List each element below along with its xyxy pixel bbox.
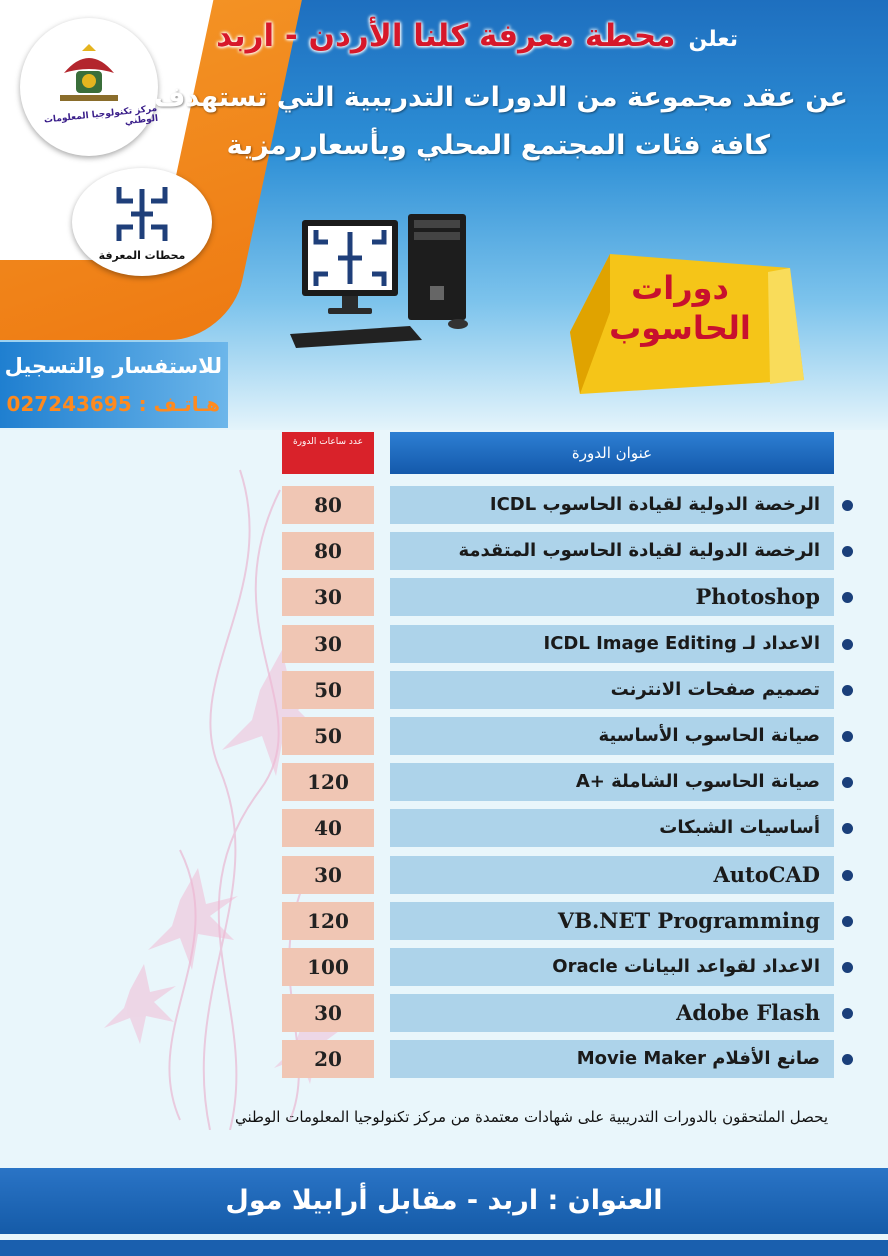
course-title-cell: VB.NET Programming xyxy=(390,902,834,940)
page-title xyxy=(216,18,738,54)
course-hours-cell: 20 xyxy=(282,1040,374,1078)
contact-box xyxy=(0,342,228,428)
bullet-icon xyxy=(842,916,853,927)
course-title-cell: تصميم صفحات الانترنت xyxy=(390,671,834,709)
subtitle-line-1: عن عقد مجموعة من الدورات التدريبية التي تستهدف xyxy=(153,82,848,113)
course-hours-cell: 30 xyxy=(282,625,374,663)
course-hours-cell: 120 xyxy=(282,902,374,940)
course-title-cell: صيانة الحاسوب الأساسية xyxy=(390,717,834,755)
course-title-cell: Photoshop xyxy=(390,578,834,616)
announce-prefix: تعلن xyxy=(688,27,738,52)
course-hours-cell: 30 xyxy=(282,856,374,894)
banner-line-2: الحاسوب xyxy=(609,309,751,347)
course-hours-cell: 50 xyxy=(282,671,374,709)
subtitle-line-2: كافة فئات المجتمع المحلي وبأسعاررمزية xyxy=(226,130,770,161)
station-name: محطة معرفة كلنا الأردن - اربد xyxy=(216,18,676,54)
logo-caption-2: محطات المعرفة xyxy=(98,248,186,262)
bullet-icon xyxy=(842,639,853,650)
course-title-cell: صانع الأفلام Movie Maker xyxy=(390,1040,834,1078)
banner-line-1: دورات xyxy=(631,269,729,307)
course-hours-cell: 30 xyxy=(282,994,374,1032)
computer-illustration xyxy=(290,212,490,348)
hours-column-header: عدد ساعات الدورة xyxy=(282,432,374,474)
course-title-cell: Adobe Flash xyxy=(390,994,834,1032)
bullet-icon xyxy=(842,592,853,603)
knowledge-stations-icon xyxy=(111,183,173,245)
course-hours-cell: 50 xyxy=(282,717,374,755)
address-text: العنوان : اربد - مقابل أرابيلا مول xyxy=(225,1185,663,1216)
bullet-icon xyxy=(842,823,853,834)
bullet-icon xyxy=(842,685,853,696)
course-title-cell: الاعداد لقواعد البيانات Oracle xyxy=(390,948,834,986)
crown-emblem-icon xyxy=(54,43,124,105)
course-title-cell: أساسيات الشبكات xyxy=(390,809,834,847)
national-it-center-logo xyxy=(20,18,158,156)
certificate-note: يحصل الملتحقون بالدورات التدريبية على شهادات معتمدة من مركز تكنولوجيا المعلومات الوطني xyxy=(234,1108,828,1126)
bullet-icon xyxy=(842,870,853,881)
course-title-cell: صيانة الحاسوب الشاملة +A xyxy=(390,763,834,801)
bullet-icon xyxy=(842,731,853,742)
course-hours-cell: 100 xyxy=(282,948,374,986)
bullet-icon xyxy=(842,1008,853,1019)
course-column-header: عنوان الدورة xyxy=(390,432,834,474)
course-title-cell: الاعداد لـ ICDL Image Editing xyxy=(390,625,834,663)
contact-phone: هـاتـف : 027243695 xyxy=(6,392,220,416)
bullet-icon xyxy=(842,546,853,557)
course-hours-cell: 30 xyxy=(282,578,374,616)
banner-label xyxy=(590,268,770,348)
contact-label: للاستفسار والتسجيل xyxy=(4,354,222,378)
logo-caption: مركز تكنولوجيا المعلومات الوطني xyxy=(43,103,159,128)
course-title-cell: الرخصة الدولية لقيادة الحاسوب ICDL xyxy=(390,486,834,524)
course-hours-cell: 120 xyxy=(282,763,374,801)
bullet-icon xyxy=(842,962,853,973)
course-title-cell: الرخصة الدولية لقيادة الحاسوب المتقدمة xyxy=(390,532,834,570)
bullet-icon xyxy=(842,777,853,788)
course-hours-cell: 80 xyxy=(282,486,374,524)
bullet-icon xyxy=(842,1054,853,1065)
course-hours-cell: 80 xyxy=(282,532,374,570)
bottom-strip xyxy=(0,1240,888,1256)
bullet-icon xyxy=(842,500,853,511)
course-hours-cell: 40 xyxy=(282,809,374,847)
knowledge-stations-logo xyxy=(72,168,212,276)
course-title-cell: AutoCAD xyxy=(390,856,834,894)
